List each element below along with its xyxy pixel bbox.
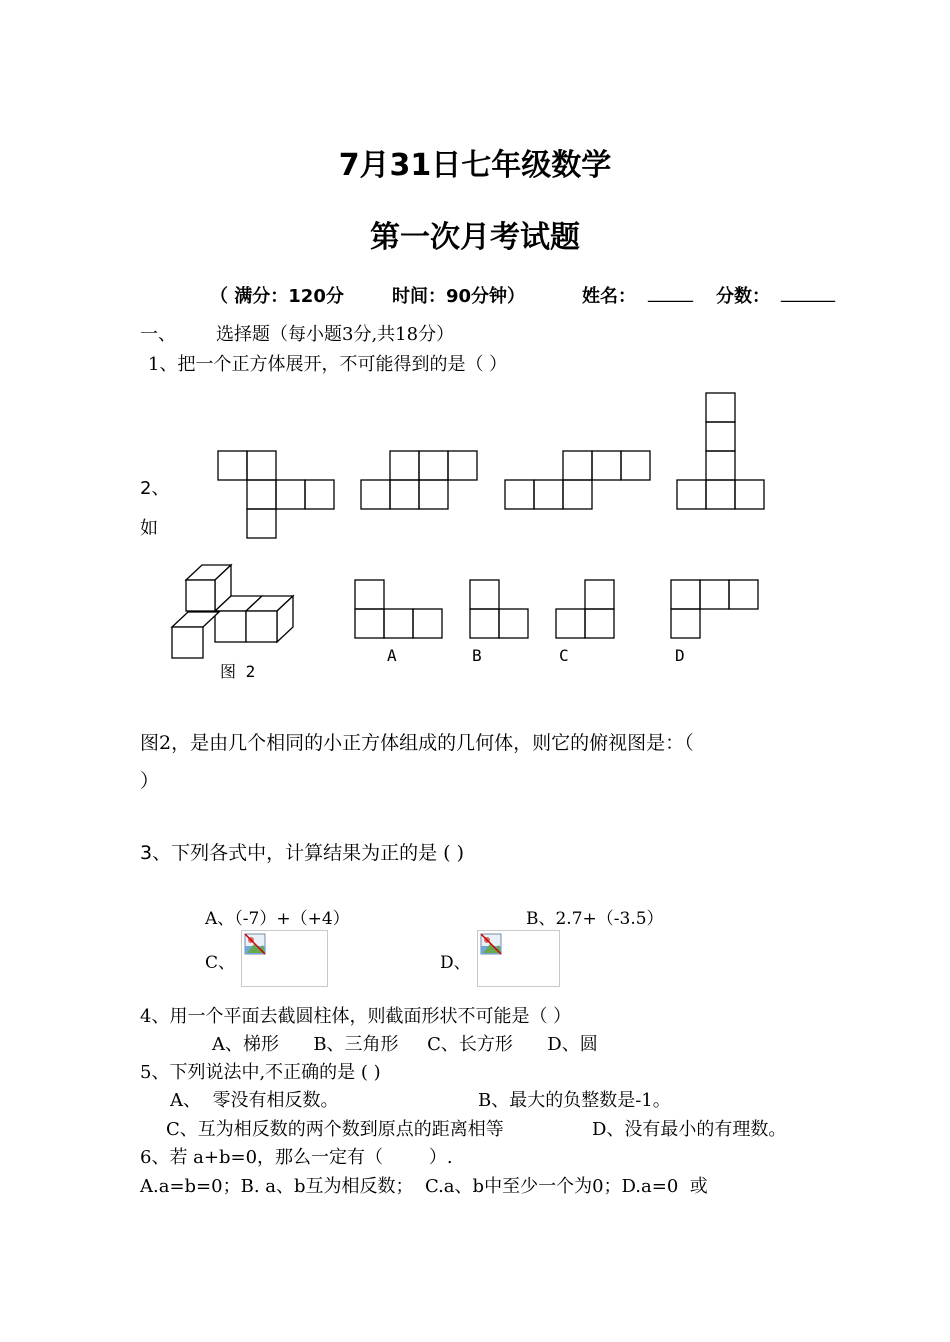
question-4: 4、用一个平面去截圆柱体，则截面形状不可能是（ ） (140, 1006, 572, 1027)
option-c-label: C (559, 646, 569, 665)
question-6-options: A.a=b=0；B. a、b互为相反数； C.a、b中至少一个为0；D.a=0 或 (140, 1176, 708, 1197)
question-2-text: 图2，是由几个相同的小正方体组成的几何体，则它的俯视图是：（ (140, 732, 694, 754)
question-3 (140, 838, 464, 865)
question-3-text: 各式中，计算结果为正的是 ( ) (209, 842, 464, 864)
q3-option-c-image (241, 930, 328, 987)
name-blank: _____ (648, 282, 693, 303)
figure-2-label: 图 2 (220, 662, 256, 681)
q3-option-d: D、 (440, 953, 471, 973)
question-4-options: A、梯形 B、三角形 C、长方形 D、圆 (212, 1034, 598, 1055)
option-b-label: B (472, 646, 482, 665)
full-score: （ 满分：120分 (210, 286, 344, 307)
q5-option-d: D、没有最小的有理数。 (592, 1119, 787, 1140)
q5-option-c: C、互为相反数的两个数到原点的距离相等 (166, 1119, 504, 1140)
score-label: 分数： (716, 286, 770, 307)
exam-title-line1: 7月31日七年级数学 (338, 148, 612, 183)
exam-time: 时间：90分钟） (392, 286, 526, 307)
section-heading: 选择题（每小题3分,共18分） (216, 324, 455, 345)
broken-image-icon (480, 933, 502, 955)
section-number: 一、 (140, 324, 176, 345)
option-a-label: A (387, 646, 397, 665)
exam-title-line2: 第一次月考试题 (370, 220, 580, 255)
name-label: 姓名： (582, 286, 636, 307)
question-2-ru: 如 (140, 518, 158, 539)
score-blank: ______ (781, 282, 835, 303)
broken-image-icon (244, 933, 266, 955)
q3-option-b: B、2.7+（-3.5） (526, 909, 664, 929)
question-2-number: 2、 (140, 478, 170, 499)
q3-option-d-image (477, 930, 560, 987)
question-6: 6、若 a+b=0，那么一定有（ ）. (140, 1147, 453, 1168)
q3-option-c: C、 (205, 953, 236, 973)
q3-option-a: A、（-7）+（+4） (205, 909, 350, 929)
question-1: 1、把一个正方体展开，不可能得到的是（ ） (148, 354, 508, 375)
option-d-label: D (675, 646, 685, 665)
question-5: 5、下列说法中,不正确的是 ( ) (140, 1062, 381, 1083)
question-3-prefix: 3、下列 (140, 842, 210, 864)
q5-option-a: A、 零没有相反数。 (170, 1090, 339, 1111)
q5-option-b: B、最大的负整数是-1。 (478, 1090, 671, 1111)
question-2-text-end: ） (140, 770, 160, 792)
